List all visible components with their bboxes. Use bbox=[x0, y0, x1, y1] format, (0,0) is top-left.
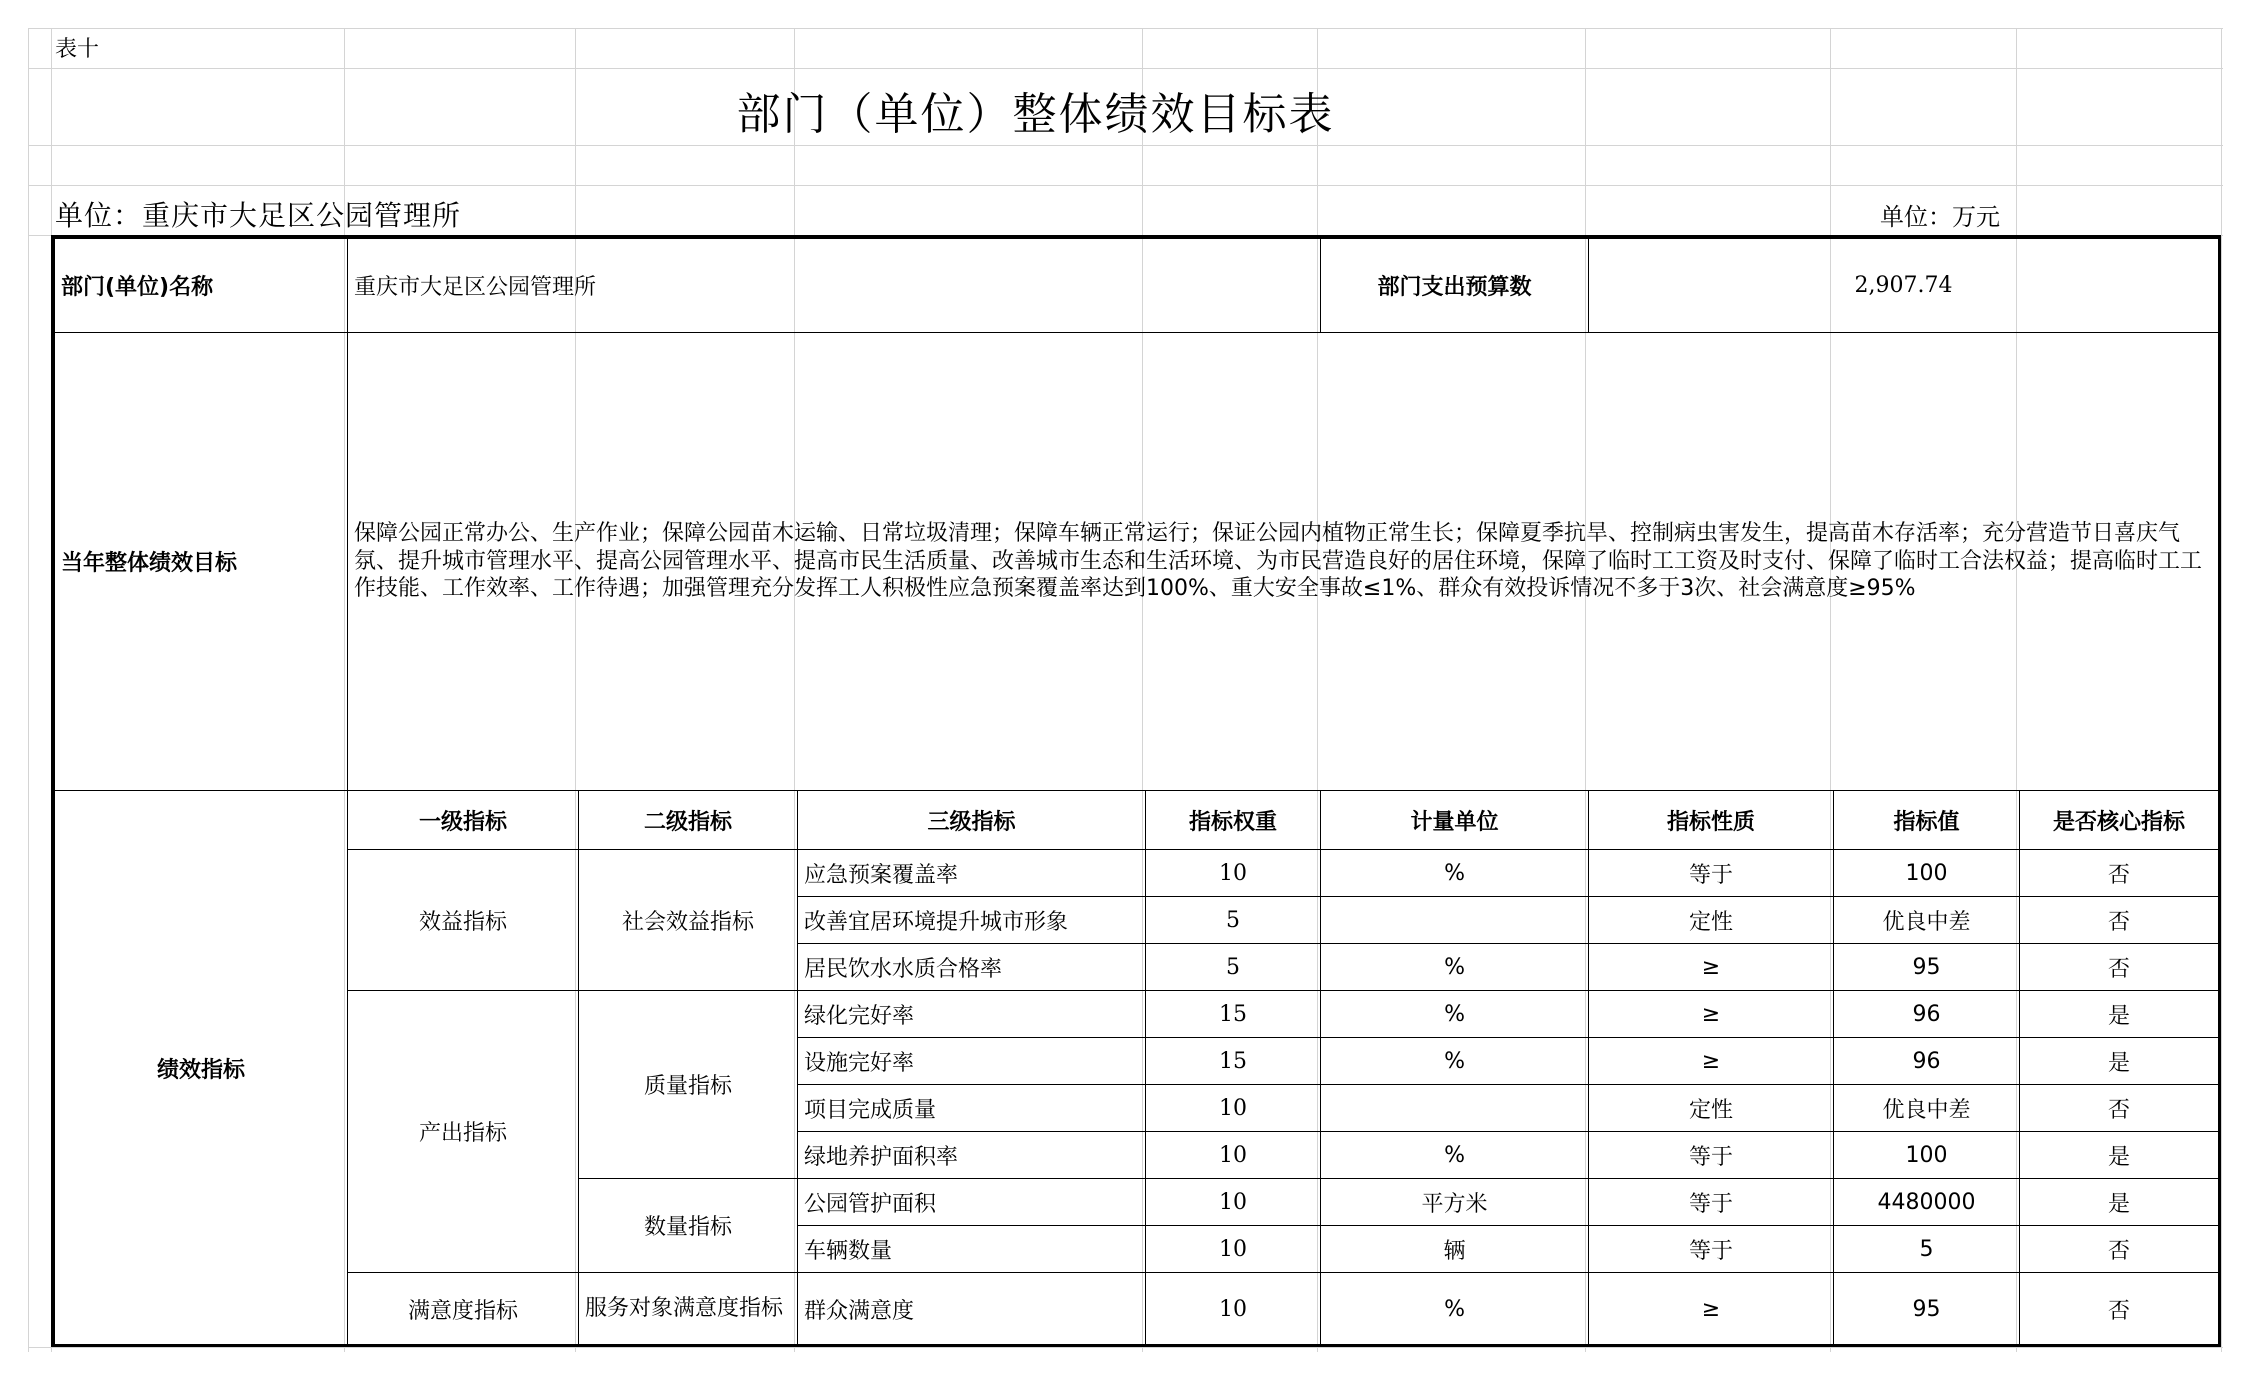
indicator-weight: 10 bbox=[1146, 1085, 1321, 1132]
column-header: 指标性质 bbox=[1589, 791, 1834, 850]
indicator-core: 是 bbox=[2020, 1038, 2219, 1085]
column-header: 是否核心指标 bbox=[2020, 791, 2219, 850]
indicator-core: 否 bbox=[2020, 944, 2219, 991]
indicator-name: 公园管护面积 bbox=[798, 1179, 1146, 1226]
indicator-name: 设施完好率 bbox=[798, 1038, 1146, 1085]
indicator-nature: 定性 bbox=[1589, 897, 1834, 944]
indicator-section-label: 绩效指标 bbox=[55, 791, 348, 1346]
column-header: 计量单位 bbox=[1321, 791, 1589, 850]
level1-cell: 效益指标 bbox=[348, 850, 579, 991]
indicator-name: 群众满意度 bbox=[798, 1273, 1146, 1346]
indicator-name: 绿地养护面积率 bbox=[798, 1132, 1146, 1179]
indicator-nature: ≥ bbox=[1589, 991, 1834, 1038]
indicator-core: 否 bbox=[2020, 1226, 2219, 1273]
indicator-weight: 15 bbox=[1146, 991, 1321, 1038]
indicator-nature: 等于 bbox=[1589, 1226, 1834, 1273]
level1-cell: 产出指标 bbox=[348, 991, 579, 1273]
budget-label: 部门支出预算数 bbox=[1321, 239, 1589, 333]
column-header: 指标值 bbox=[1834, 791, 2020, 850]
level2-cell: 服务对象满意度指标 bbox=[579, 1273, 798, 1346]
indicator-weight: 10 bbox=[1146, 850, 1321, 897]
indicator-nature: ≥ bbox=[1589, 1038, 1834, 1085]
level2-cell: 质量指标 bbox=[579, 991, 798, 1179]
budget-value: 2,907.74 bbox=[1589, 239, 2219, 333]
performance-grid bbox=[54, 238, 2219, 1346]
annual-goal-label: 当年整体绩效目标 bbox=[55, 333, 348, 791]
table-row bbox=[55, 991, 2219, 1038]
indicator-value: 96 bbox=[1834, 991, 2020, 1038]
indicator-nature: 等于 bbox=[1589, 850, 1834, 897]
unit-currency: 单位：万元 bbox=[1880, 203, 2000, 231]
indicator-name: 绿化完好率 bbox=[798, 991, 1146, 1038]
indicator-name: 项目完成质量 bbox=[798, 1085, 1146, 1132]
column-header: 二级指标 bbox=[579, 791, 798, 850]
dept-name-value: 重庆市大足区公园管理所 bbox=[348, 239, 1321, 333]
indicator-nature: ≥ bbox=[1589, 944, 1834, 991]
column-header: 三级指标 bbox=[798, 791, 1146, 850]
indicator-unit bbox=[1321, 897, 1589, 944]
indicator-value: 100 bbox=[1834, 850, 2020, 897]
indicator-core: 否 bbox=[2020, 897, 2219, 944]
indicator-weight: 10 bbox=[1146, 1179, 1321, 1226]
indicator-value: 96 bbox=[1834, 1038, 2020, 1085]
indicator-nature: 等于 bbox=[1589, 1132, 1834, 1179]
indicator-name: 改善宜居环境提升城市形象 bbox=[798, 897, 1146, 944]
performance-table bbox=[51, 235, 2221, 1347]
indicator-core: 否 bbox=[2020, 850, 2219, 897]
level1-cell: 满意度指标 bbox=[348, 1273, 579, 1346]
indicator-value: 95 bbox=[1834, 944, 2020, 991]
indicator-unit: 平方米 bbox=[1321, 1179, 1589, 1226]
indicator-nature: ≥ bbox=[1589, 1273, 1834, 1346]
column-header: 一级指标 bbox=[348, 791, 579, 850]
indicator-unit: % bbox=[1321, 944, 1589, 991]
indicator-core: 是 bbox=[2020, 991, 2219, 1038]
indicator-weight: 5 bbox=[1146, 944, 1321, 991]
indicator-value: 5 bbox=[1834, 1226, 2020, 1273]
indicator-name: 应急预案覆盖率 bbox=[798, 850, 1146, 897]
annual-goal-text: 保障公园正常办公、生产作业；保障公园苗木运输、日常垃圾清理；保障车辆正常运行；保证公园内植物正常生长；保障夏季抗旱、控制病虫害发生，提高苗木存活率；充分营造节日喜庆气氛、提升城市管理水平、提高公园管理水平、提高市民生活质量、改善城市生态和生活环境、为市民营造良好的居住环境，保障了临时工工资及时支付、保障了临时工合法权益；提高临时工工作技能、工作效率、工作待遇；加强管理充分发挥工人积极性应急预案覆盖率达到100%、重大安全事故≤1%、群众有效投诉情况不多于3次、社会满意度≥95% bbox=[348, 333, 2219, 791]
unit-organization: 单位：重庆市大足区公园管理所 bbox=[55, 199, 462, 232]
table-caption: 表十 bbox=[55, 37, 100, 62]
indicator-weight: 10 bbox=[1146, 1273, 1321, 1346]
indicator-core: 否 bbox=[2020, 1085, 2219, 1132]
indicator-value: 4480000 bbox=[1834, 1179, 2020, 1226]
indicator-weight: 15 bbox=[1146, 1038, 1321, 1085]
indicator-weight: 10 bbox=[1146, 1132, 1321, 1179]
indicator-unit: % bbox=[1321, 850, 1589, 897]
indicator-nature: 等于 bbox=[1589, 1179, 1834, 1226]
indicator-nature: 定性 bbox=[1589, 1085, 1834, 1132]
indicator-name: 车辆数量 bbox=[798, 1226, 1146, 1273]
indicator-unit: % bbox=[1321, 1132, 1589, 1179]
indicator-weight: 5 bbox=[1146, 897, 1321, 944]
indicator-value: 100 bbox=[1834, 1132, 2020, 1179]
column-header: 指标权重 bbox=[1146, 791, 1321, 850]
level2-cell: 社会效益指标 bbox=[579, 850, 798, 991]
table-row bbox=[55, 1273, 2219, 1346]
level2-cell: 数量指标 bbox=[579, 1179, 798, 1273]
indicator-core: 否 bbox=[2020, 1273, 2219, 1346]
indicator-unit: 辆 bbox=[1321, 1226, 1589, 1273]
dept-name-label: 部门(单位)名称 bbox=[55, 239, 348, 333]
page-title: 部门（单位）整体绩效目标表 bbox=[736, 89, 1335, 140]
indicator-value: 优良中差 bbox=[1834, 897, 2020, 944]
indicator-value: 优良中差 bbox=[1834, 1085, 2020, 1132]
table-row bbox=[55, 850, 2219, 897]
indicator-value: 95 bbox=[1834, 1273, 2020, 1346]
indicator-core: 是 bbox=[2020, 1132, 2219, 1179]
indicator-unit: % bbox=[1321, 1038, 1589, 1085]
indicator-weight: 10 bbox=[1146, 1226, 1321, 1273]
indicator-name: 居民饮水水质合格率 bbox=[798, 944, 1146, 991]
indicator-core: 是 bbox=[2020, 1179, 2219, 1226]
indicator-unit: % bbox=[1321, 991, 1589, 1038]
indicator-unit bbox=[1321, 1085, 1589, 1132]
indicator-unit: % bbox=[1321, 1273, 1589, 1346]
